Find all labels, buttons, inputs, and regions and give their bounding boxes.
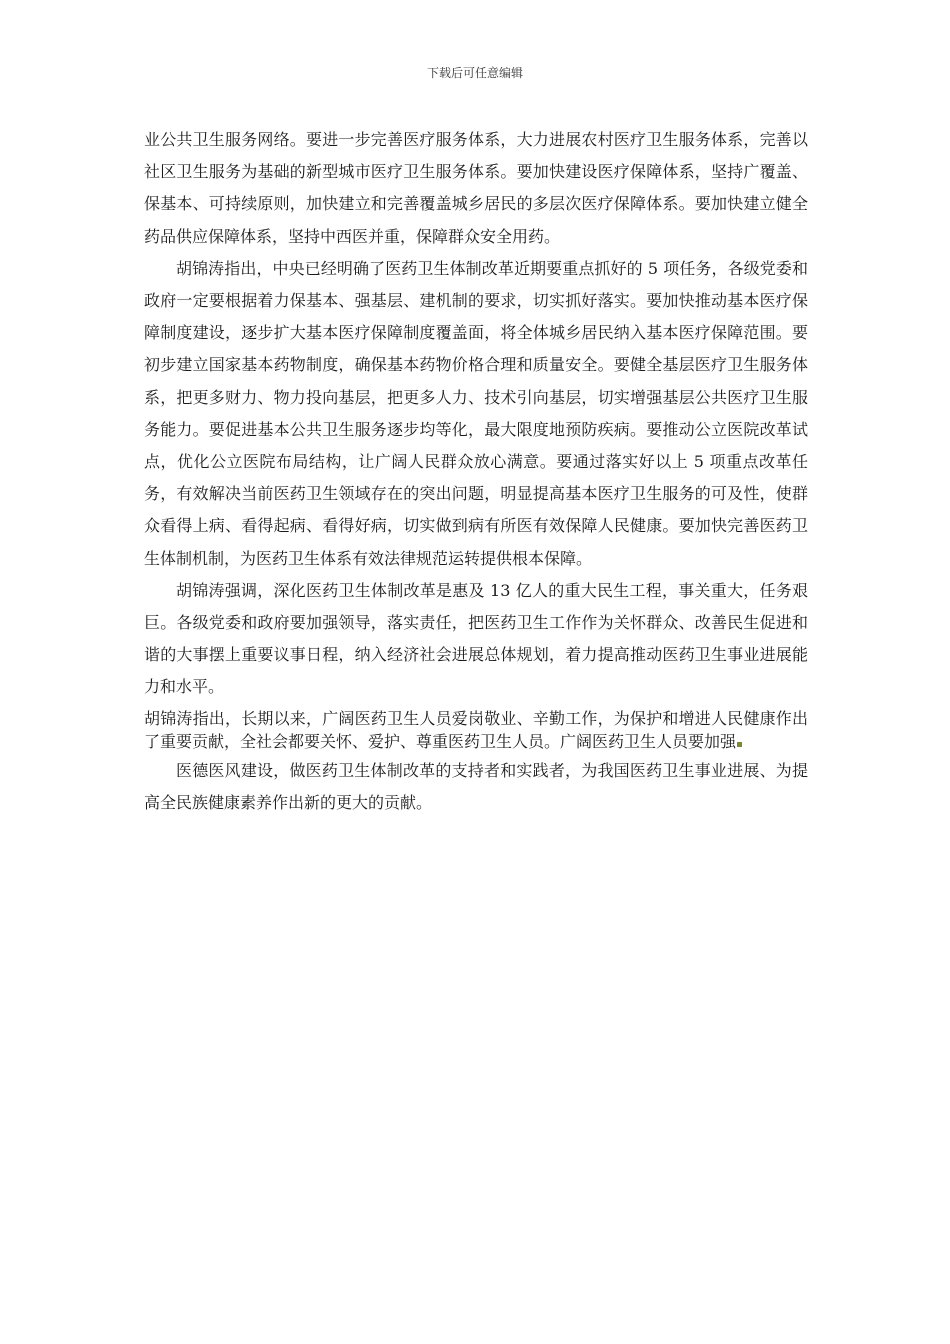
page-header-note: 下载后可任意编辑 — [426, 66, 523, 80]
document-body — [144, 124, 808, 819]
paragraph-2: 胡锦涛指出，中央已经明确了医药卫生体制改革近期要重点抓好的 5 项任务，各级党委和政府一定要根据着力保基本、强基层、建机制的要求，切实抓好落实。要加快推动基本医疗保障制度建设，逐步扩大基本医疗保障制度覆盖面，将全体城乡居民纳入基本医疗保障范围。要初步建立国家基本药物制度，确保基本药物价格合理和质量安全。要健全基层医疗卫生服务体系，把更多财力、物力投向基层，把更多人力、技术引向基层，切实增强基层公共医疗卫生服务能力。要促进基本公共卫生服务逐步均等化，最大限度地预防疾病。要推动公立医院改革试点，优化公立医院布局结构，让广阔人民群众放心满意。要通过落实好以上 5 项重点改革任务，有效解决当前医药卫生领域存在的突出问题，明显提高基本医疗卫生服务的可及性，使群众看得上病、看得起病、看得好病，切实做到病有所医有效保障人民健康。要加快完善医药卫生体制机制，为医药卫生体系有效法律规范运转提供根本保障。 — [144, 258, 808, 568]
paragraph-4-text: 胡锦涛指出，长期以来，广阔医药卫生人员爱岗敬业、辛勤工作，为保护和增进人民健康作出了重要贡献，全社会都要关怀、爱护、尊重医药卫生人员。广阔医药卫生人员要加强 — [144, 708, 808, 751]
text-anchor-mark — [737, 742, 742, 747]
paragraph-1: 业公共卫生服务网络。要进一步完善医疗服务体系，大力进展农村医疗卫生服务体系，完善以社区卫生服务为基础的新型城市医疗卫生服务体系。要加快建设医疗保障体系，坚持广覆盖、保基本、可持续原则，加快建立和完善覆盖城乡居民的多层次医疗保障体系。要加快建立健全药品供应保障体系，坚持中西医并重，保障群众安全用药。 — [144, 130, 808, 246]
paragraph-3: 胡锦涛强调，深化医药卫生体制改革是惠及 13 亿人的重大民生工程，事关重大，任务艰巨。各级党委和政府要加强领导，落实责任，把医药卫生工作作为关怀群众、改善民生促进和谐的大事摆上重要议事日程，纳入经济社会进展总体规划，着力提高推动医药卫生事业进展能力和水平。 — [144, 580, 808, 697]
paragraph-4 — [144, 707, 808, 753]
paragraph-5: 医德医风建设，做医药卫生体制改革的支持者和实践者，为我国医药卫生事业进展、为提高全民族健康素养作出新的更大的贡献。 — [144, 760, 808, 812]
